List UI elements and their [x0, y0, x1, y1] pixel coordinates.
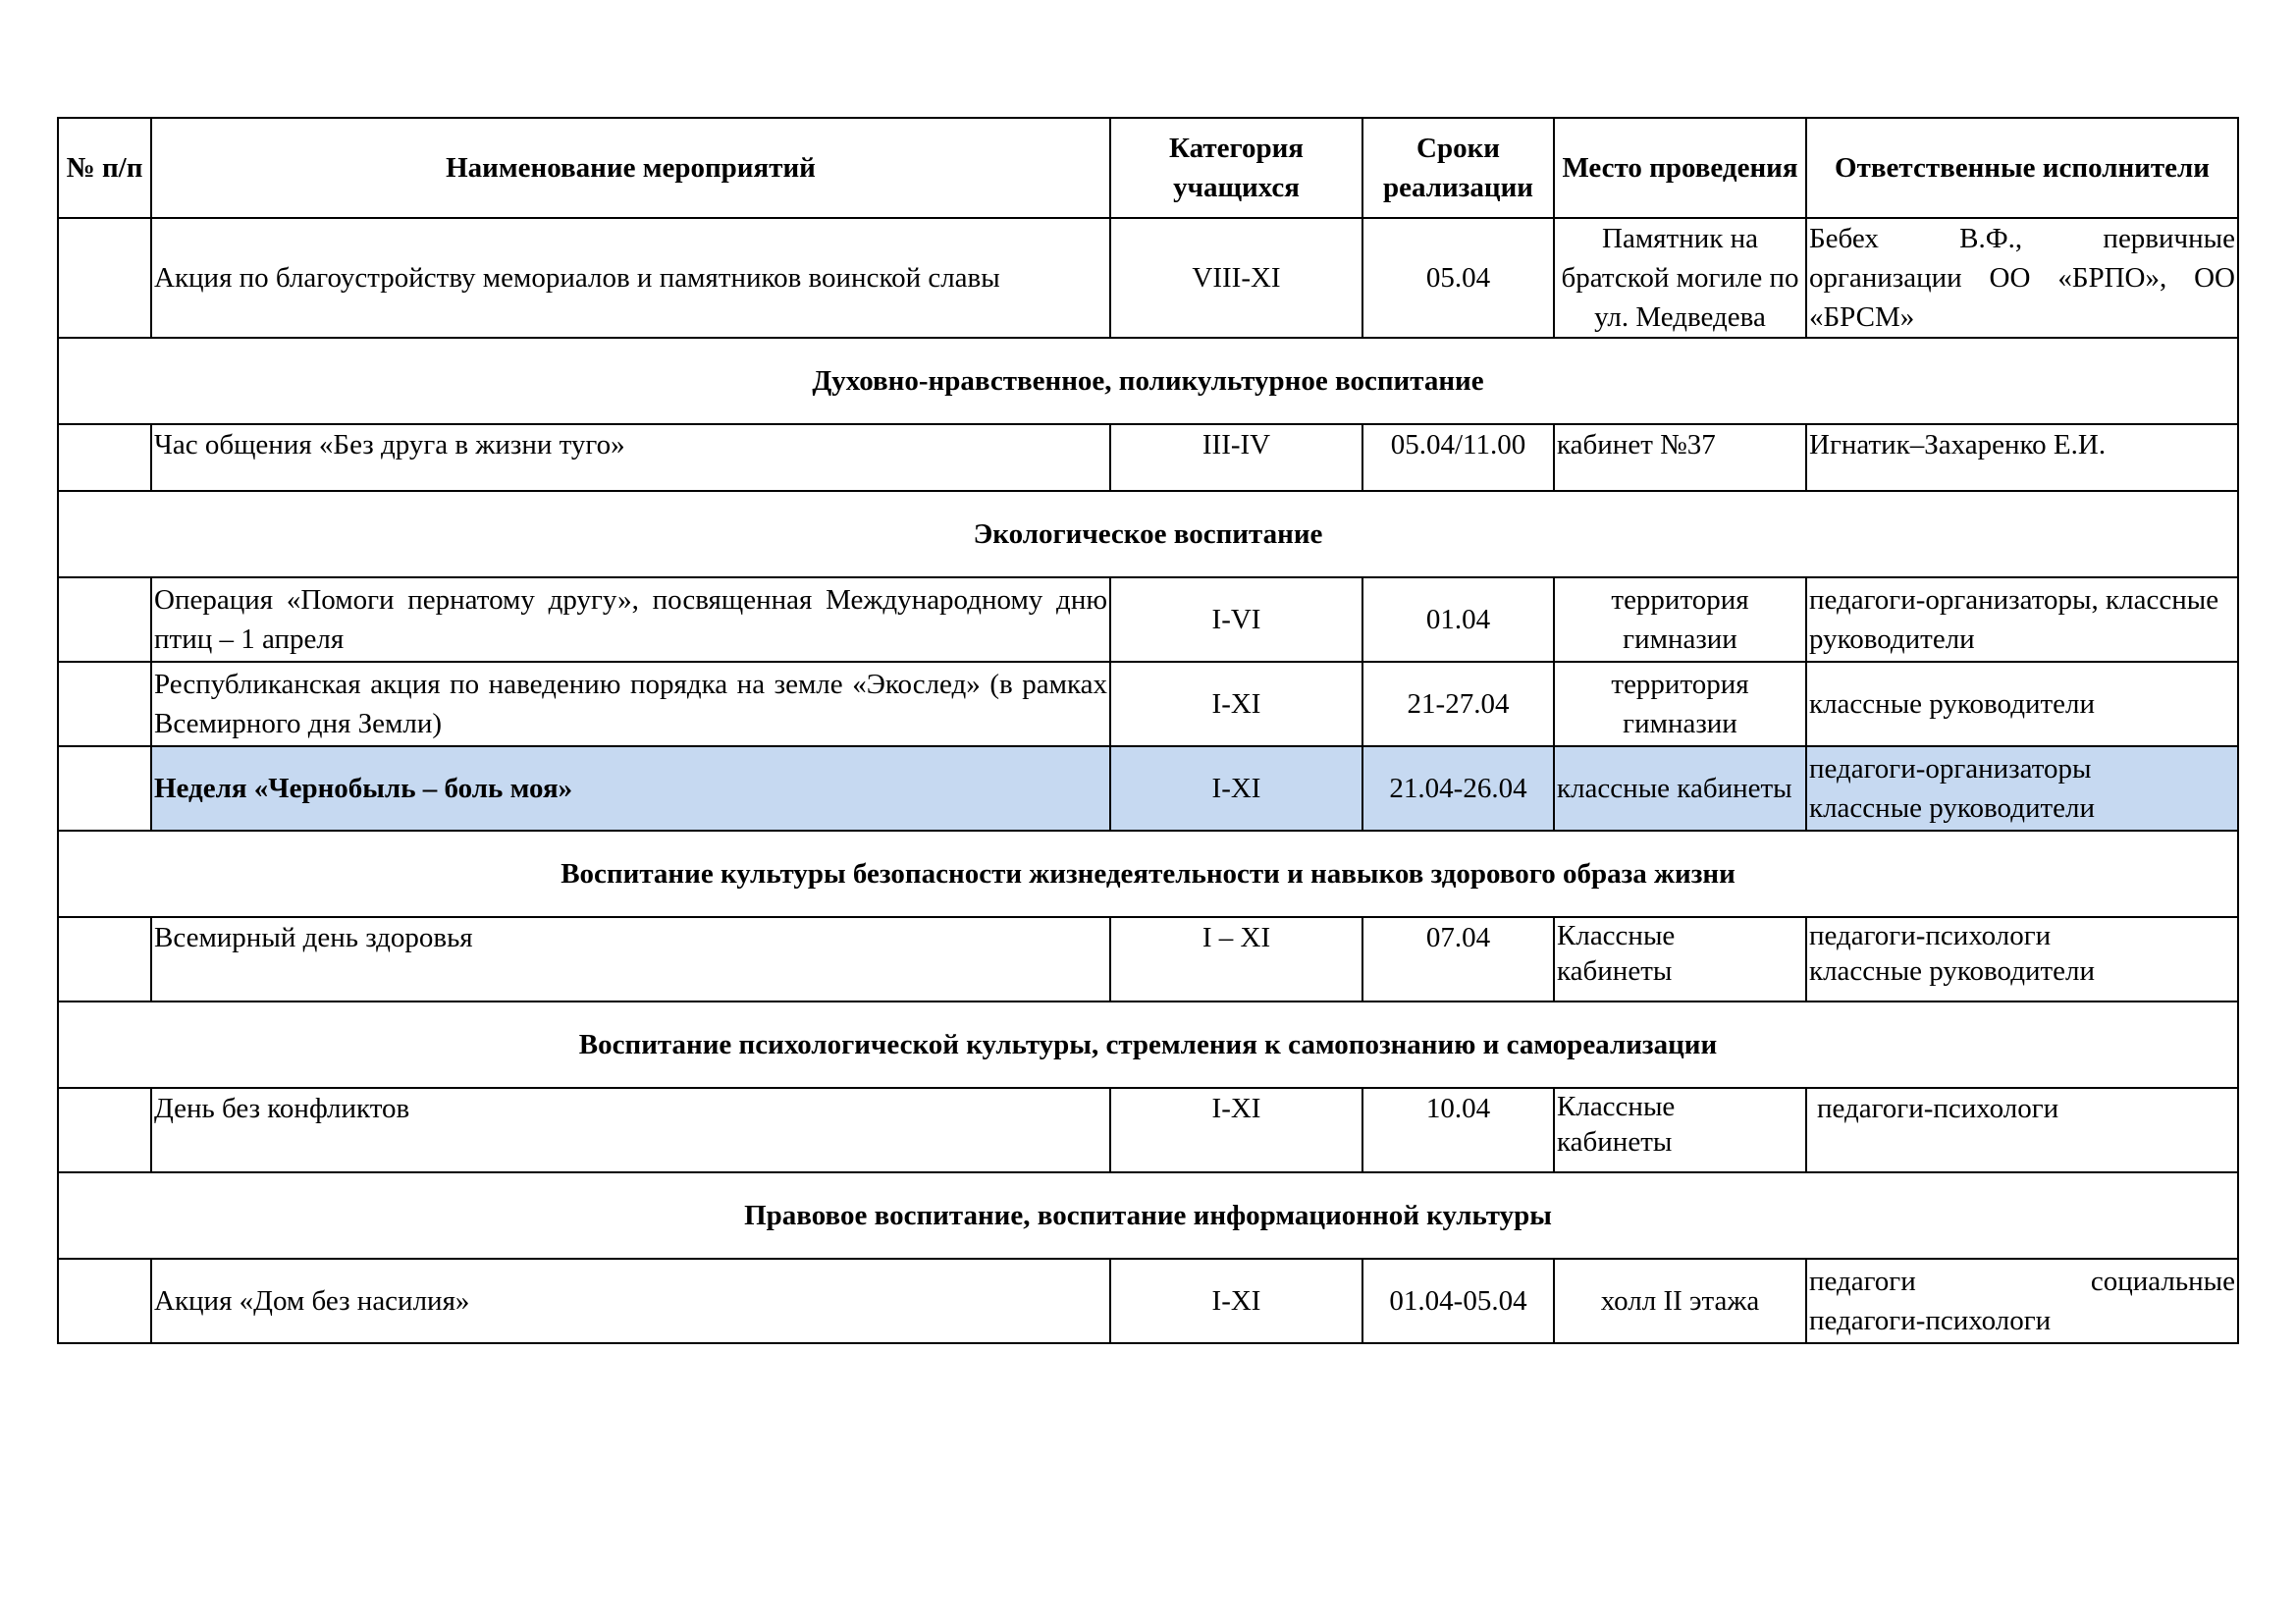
table-row: [58, 218, 2238, 338]
row-category: I-XI: [1110, 746, 1362, 831]
section-row: [58, 491, 2238, 577]
section-title-legal: Правовое воспитание, воспитание информационной культуры: [58, 1172, 2238, 1259]
table-row-highlighted: [58, 746, 2238, 831]
row-num: [58, 1088, 151, 1172]
events-table: [57, 117, 2239, 1344]
row-name: Акция по благоустройству мемориалов и памятников воинской славы: [151, 218, 1110, 338]
row-num: [58, 1259, 151, 1343]
table-row: [58, 1088, 2238, 1172]
table-row: [58, 1259, 2238, 1343]
place-line: Классные: [1557, 1091, 1676, 1122]
row-dates: 01.04-05.04: [1362, 1259, 1554, 1343]
table-row: [58, 662, 2238, 746]
row-num: [58, 917, 151, 1001]
row-place: территория гимназии: [1554, 577, 1806, 662]
header-place: Место проведения: [1554, 118, 1806, 218]
table-row: [58, 577, 2238, 662]
row-category: I-VI: [1110, 577, 1362, 662]
row-category: VIII-XI: [1110, 218, 1362, 338]
section-title-spiritual: Духовно-нравственное, поликультурное воспитание: [58, 338, 2238, 424]
row-name: Республиканская акция по наведению порядка на земле «Экослед» (в рамках Всемирного дня Земли): [151, 662, 1110, 746]
row-dates: 21-27.04: [1362, 662, 1554, 746]
section-row: [58, 338, 2238, 424]
table-row: [58, 424, 2238, 491]
section-title-ecology: Экологическое воспитание: [58, 491, 2238, 577]
row-name: Операция «Помоги пернатому другу», посвященная Международному дню птиц – 1 апреля: [151, 577, 1110, 662]
row-num: [58, 662, 151, 746]
row-name: День без конфликтов: [151, 1088, 1110, 1172]
header-dates: Сроки реализации: [1362, 118, 1554, 218]
row-dates: 07.04: [1362, 917, 1554, 1001]
responsible-line: педагоги социальные: [1809, 1266, 2235, 1297]
place-line: кабинеты: [1557, 955, 1673, 987]
row-dates: 10.04: [1362, 1088, 1554, 1172]
row-place: Памятник на братской могиле по ул. Медведева: [1554, 218, 1806, 338]
header-responsible: Ответственные исполнители: [1806, 118, 2238, 218]
row-responsible: классные руководители: [1806, 662, 2238, 746]
section-title-psych: Воспитание психологической культуры, стремления к самопознанию и самореализации: [58, 1001, 2238, 1088]
responsible-line: классные руководители: [1809, 792, 2096, 824]
row-dates: 05.04: [1362, 218, 1554, 338]
row-name: Акция «Дом без насилия»: [151, 1259, 1110, 1343]
document-page: [57, 117, 2237, 1344]
row-dates: 21.04-26.04: [1362, 746, 1554, 831]
section-row: [58, 1172, 2238, 1259]
responsible-line: педагоги-психологи: [1809, 1305, 2052, 1336]
row-responsible: [1806, 917, 2238, 1001]
row-place: территория гимназии: [1554, 662, 1806, 746]
row-category: III-IV: [1110, 424, 1362, 491]
row-name: Неделя «Чернобыль – боль моя»: [151, 746, 1110, 831]
row-responsible: Бебех В.Ф., первичные организации ОО «БРПО», ОО «БРСМ»: [1806, 218, 2238, 338]
section-row: [58, 831, 2238, 917]
row-category: I-XI: [1110, 1088, 1362, 1172]
row-dates: 01.04: [1362, 577, 1554, 662]
row-responsible: педагоги-психологи: [1806, 1088, 2238, 1172]
row-category: I – XI: [1110, 917, 1362, 1001]
header-category: Категория учащихся: [1110, 118, 1362, 218]
row-place: холл II этажа: [1554, 1259, 1806, 1343]
responsible-line: педагоги-организаторы: [1809, 753, 2092, 785]
row-category: I-XI: [1110, 1259, 1362, 1343]
place-line: кабинеты: [1557, 1126, 1673, 1158]
section-row: [58, 1001, 2238, 1088]
row-num: [58, 577, 151, 662]
row-name: Час общения «Без друга в жизни туго»: [151, 424, 1110, 491]
row-category: I-XI: [1110, 662, 1362, 746]
table-row: [58, 917, 2238, 1001]
row-place: [1554, 1088, 1806, 1172]
row-place: классные кабинеты: [1554, 746, 1806, 831]
row-responsible: педагоги-организаторы, классные руководители: [1806, 577, 2238, 662]
header-name: Наименование мероприятий: [151, 118, 1110, 218]
row-responsible: [1806, 1259, 2238, 1343]
table-header-row: [58, 118, 2238, 218]
header-num: № п/п: [58, 118, 151, 218]
responsible-line: классные руководители: [1809, 955, 2096, 987]
section-title-safety: Воспитание культуры безопасности жизнедеятельности и навыков здорового образа жизни: [58, 831, 2238, 917]
row-place: кабинет №37: [1554, 424, 1806, 491]
row-num: [58, 424, 151, 491]
row-num: [58, 218, 151, 338]
row-place: [1554, 917, 1806, 1001]
row-dates: 05.04/11.00: [1362, 424, 1554, 491]
responsible-line: педагоги-психологи: [1809, 920, 2052, 951]
row-responsible: Игнатик–Захаренко Е.И.: [1806, 424, 2238, 491]
place-line: Классные: [1557, 920, 1676, 951]
row-name: Всемирный день здоровья: [151, 917, 1110, 1001]
row-responsible: [1806, 746, 2238, 831]
row-num: [58, 746, 151, 831]
